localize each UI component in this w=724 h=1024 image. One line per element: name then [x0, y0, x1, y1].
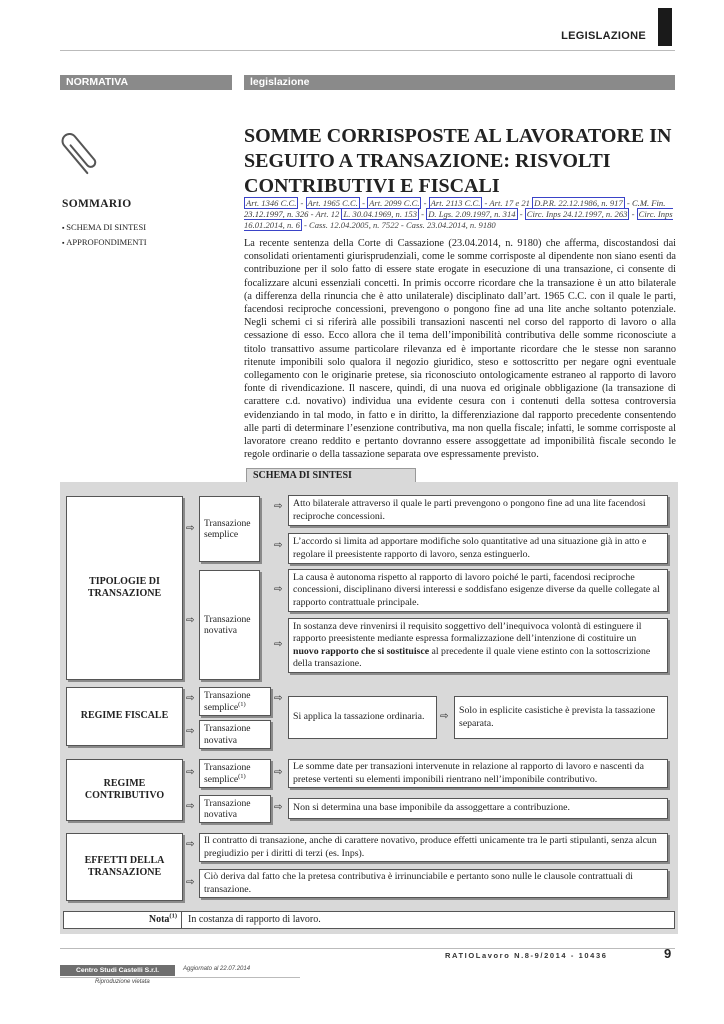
emphasis-text: nuovo rapporto che si sostituisce [293, 645, 430, 657]
tipologie-desc-4 [288, 618, 668, 673]
schema-label: SCHEMA DI SINTESI [246, 468, 416, 483]
ref-link[interactable]: Art. 2099 C.C. [369, 198, 420, 208]
page-number: 9 [664, 946, 672, 961]
ref-sep: - [624, 198, 632, 208]
ref-link[interactable]: D.P.R. 22.12.1986, n. 917 [534, 198, 623, 208]
ref-sep: - [421, 198, 429, 208]
effetti-desc-1: Il contratto di transazione, anche di carattere novativo, produce effetti unicamente tra le parti stipulanti, senza alcun pregiudizio per i diritti di terzi (es. Inps). [199, 833, 668, 862]
ref-link[interactable]: L. 30.04.1969, n. 153 [343, 209, 418, 219]
arrow-icon: ⇨ [274, 802, 283, 813]
arrow-icon: ⇨ [186, 801, 195, 812]
ref-link[interactable]: Art. 1965 C.C. [307, 198, 358, 208]
ref-sep: - Art. 17 e 21 [482, 198, 533, 208]
paperclip-icon [52, 125, 102, 180]
ref-sep: - Cass. 12.04.2005, n. 7522 - Cass. 23.04.2014, n. 9180 [301, 220, 496, 230]
arrow-icon: ⇨ [186, 767, 195, 778]
fiscale-heading: REGIME FISCALE [66, 687, 183, 746]
arrow-icon: ⇨ [274, 639, 283, 650]
tipologie-desc-4-text: In sostanza deve rinvenirsi il requisito soggettivo dell’inequivoca volontà di estinguere il rapporto preesistente mediante espressa formalizzazione dell’intenzione di costituire un nuovo rapporto che si sostituisce al precedente il quale viene estinto con la sottoscrizione della transazione. [293, 621, 651, 669]
arrow-icon: ⇨ [186, 839, 195, 850]
publication-info: RATIOLavoro N.8-9/2014 - 10436 [445, 951, 608, 960]
arrow-icon: ⇨ [274, 501, 283, 512]
nota-text: In costanza di rapporto di lavoro. [188, 914, 321, 925]
ref-sep: - [517, 209, 525, 219]
fiscale-separata: Solo in esplicite casistiche è prevista la tassazione separata. [454, 696, 668, 739]
fiscale-ordinaria: Si applica la tassazione ordinaria. [288, 696, 437, 739]
section-marker [658, 8, 672, 46]
tipologie-desc-2: L’accordo si limita ad apportare modifiche solo quantitative ad una situazione già in atto e regolare il preesistente rapporto di lavoro, senza estinguerlo. [288, 533, 668, 564]
ref-link[interactable]: Art. 1346 C.C. [246, 198, 297, 208]
ref-link[interactable]: Circ. Inps 16.01.2014, n. 6 [244, 209, 673, 230]
contributivo-semplice: Transazione semplice$^{(1)}$ [199, 759, 271, 788]
tipologie-heading: TIPOLOGIE DI TRANSAZIONE [66, 496, 183, 680]
category-normativa: NORMATIVA [60, 75, 232, 90]
tipologie-semplice: Transazione semplice [199, 496, 260, 562]
arrow-icon: ⇨ [186, 877, 195, 888]
category-legislazione: legislazione [244, 75, 675, 90]
rights-notice: Riproduzione vietata [95, 979, 150, 985]
ref-link[interactable]: D. Lgs. 2.09.1997, n. 314 [428, 209, 516, 219]
tipologie-novativa: Transazione novativa [199, 570, 260, 680]
fiscale-novativa: Transazione novativa [199, 720, 271, 749]
ref-sep: - [629, 209, 637, 219]
effetti-desc-2: Ciò deriva dal fatto che la pretesa contributiva è irrinunciabile e pertanto sono nulle le clausole contrattuali di transazione. [199, 869, 668, 898]
ref-link[interactable]: Circ. Inps 24.12.1997, n. 263 [526, 209, 628, 219]
sommario-list [62, 220, 147, 250]
contributivo-desc-1: Le somme date per transazioni intervenute in relazione al rapporto di lavoro e nascenti da pretese vertenti su elementi imponibili rientrano nell’imponibile contributivo. [288, 759, 668, 788]
article-title: SOMME CORRISPOSTE AL LAVORATORE IN SEGUITO A TRANSAZIONE: RISVOLTI CONTRIBUTIVI E FISCALI [244, 125, 672, 197]
contributivo-heading: REGIME CONTRIBUTIVO [66, 759, 183, 821]
update-date: Aggiornato al 22.07.2014 [183, 966, 251, 972]
publisher-badge: Centro Studi Castelli S.r.l. [60, 965, 175, 976]
effetti-heading: EFFETTI DELLA TRANSAZIONE [66, 833, 183, 901]
arrow-icon: ⇨ [186, 726, 195, 737]
tipologie-desc-3: La causa è autonoma rispetto al rapporto di lavoro poiché le parti, facendosi reciproche concessioni, disciplinano diversi interessi e soddisfano esigenze diverse da quelle collegate al rapporto contrattuale principale. [288, 569, 668, 612]
ref-text: C.M. Fin. 23.12.1997, n. 326 [244, 198, 666, 219]
sommario-item-schema[interactable]: ▪ SCHEMA DI SINTESI [62, 220, 147, 235]
section-title: LEGISLAZIONE [561, 30, 646, 42]
contributivo-novativa: Transazione novativa [199, 795, 271, 823]
fiscale-semplice: Transazione semplice$^{(1)}$ [199, 687, 271, 716]
references [244, 198, 676, 231]
ref-sep: - [298, 198, 306, 208]
article-body: La recente sentenza della Corte di Cassazione (23.04.2014, n. 9180) che afferma, discostandosi dai consolidati orientamenti giurisprudenziali, come le somme corrisposte al dipendente non siano esenti da contribuzione per il solo fatto di essere state erogate in esecuzione di una transazione, ci consente di focalizzare alcuni essenziali concetti. In primis occorre ricordare che la transazione è un atto bilaterale (a differenza della rinuncia che è atto unilaterale) disciplinato dall’art. 1965 C.C. con il quale le parti, facendosi reciproche concessioni, prevengono o pongono fine ad una lite anche soltanto potenziale. Negli schemi ci si riferirà alle possibili transazioni nascenti nel corso del rapporto di lavoro o alla cessazione di esso. Ecco allora che il tema dell’imponibilità contributiva delle somme riconosciute a titolo transattivo assume particolare rilevanza ed è importante ricordare che le stesse non saranno ritenute imponibili solo qualora il negozio giuridico, steso e sottoscritto per negare ogni eventuale collegamento con le originarie pretese, sia riconosciuto ontologicamente estraneo al rapporto di lavoro fonte di rivendicazione. Il nascere, quindi, di una nuova ed originale obbligazione (la transazione di carattere c.d. novativo) individua una evidente cesura con i contenuti della sottesa controversia evidenziando in tal modo, in fatto e in diritto, la differenziazione dal rapporto precedente consentendo alle parti di determinare l’esenzione contributiva, ma non quella fiscale; infatti, le somme corrisposte al lavoratore creano reddito e pertanto dovranno essere assoggettate ad imponibilità fiscale secondo le regole ordinarie o della tassazione separata ove espressamente previsto. [244, 238, 676, 461]
arrow-icon: ⇨ [274, 540, 283, 551]
arrow-icon: ⇨ [186, 523, 195, 534]
arrow-icon: ⇨ [274, 767, 283, 778]
header-divider [60, 50, 675, 51]
arrow-icon: ⇨ [186, 693, 195, 704]
ref-sep: - Art. 12 [308, 209, 342, 219]
sommario-item-approfondimenti[interactable]: ▪ APPROFONDIMENTI [62, 235, 147, 250]
arrow-icon: ⇨ [186, 615, 195, 626]
contributivo-desc-2: Non si determina una base imponibile da assoggettare a contribuzione. [288, 798, 668, 819]
sommario-title: SOMMARIO [62, 198, 132, 210]
tipologie-desc-1: Atto bilaterale attraverso il quale le parti prevengono o pongono fine ad una lite facendosi reciproche concessioni. [288, 495, 668, 526]
footer-divider [60, 948, 675, 949]
arrow-icon: ⇨ [274, 584, 283, 595]
ref-sep: - [359, 198, 368, 208]
arrow-icon: ⇨ [274, 693, 283, 704]
ref-link[interactable]: Art. 2113 C.C. [430, 198, 481, 208]
footer-divider-2 [60, 977, 300, 978]
arrow-icon: ⇨ [440, 711, 449, 722]
nota-label: Nota$^{(1)}$ [64, 912, 182, 928]
ref-sep: - [419, 209, 427, 219]
nota-row [63, 911, 675, 929]
